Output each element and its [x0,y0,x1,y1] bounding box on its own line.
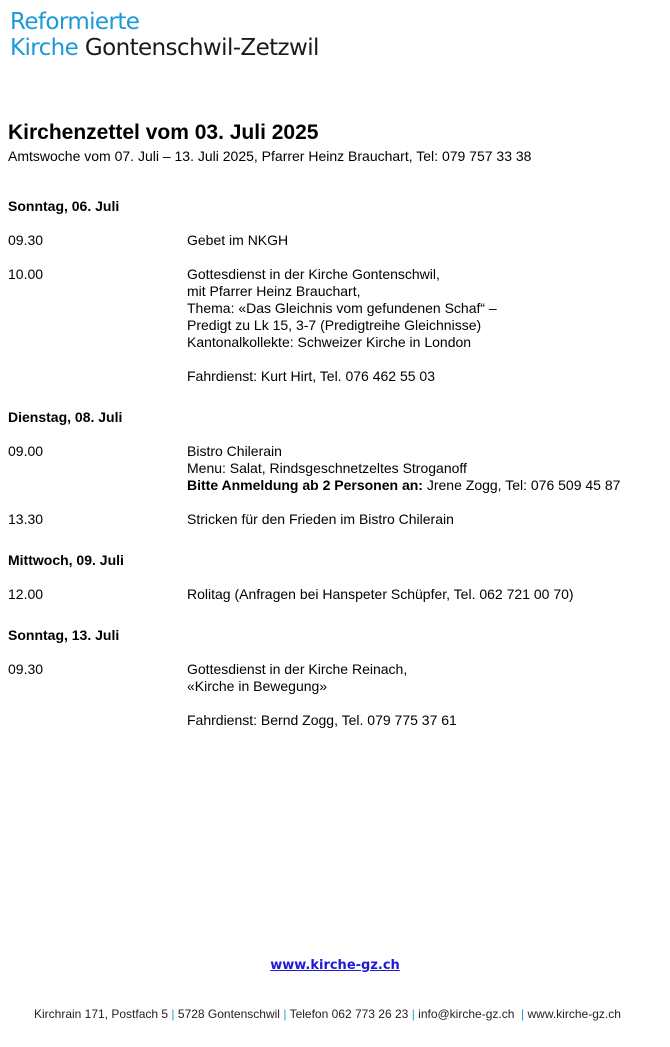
event-description [187,266,658,385]
event-line: Stricken für den Frieden im Bistro Chilerain [187,511,454,527]
event-description [187,443,658,494]
footer-address: Kirchrain 171, Postfach 5 [34,1007,169,1021]
event-line: Bistro Chilerain [187,443,282,459]
event-time: 09.00 [8,443,44,459]
schedule [8,198,658,746]
event-time: 09.30 [8,232,44,248]
website-link-container [0,958,670,973]
footer-separator: | [521,1007,525,1021]
event-line-bold: Bitte Anmeldung ab 2 Personen an: [187,477,423,493]
event-row [8,443,658,494]
website-link[interactable]: www.kirche-gz.ch [270,958,400,973]
event-description [187,661,658,729]
event-line: «Kirche in Bewegung» [187,678,328,694]
logo-line-2 [10,35,319,61]
day-heading: Sonntag, 13. Juli [8,627,120,643]
footer-phone: Telefon 062 773 26 23 [289,1007,409,1021]
event-line: Gottesdienst in der Kirche Gontenschwil, [187,266,440,282]
page-title: Kirchenzettel vom 03. Juli 2025 [8,121,319,144]
event-time: 09.30 [8,661,44,677]
event-line: Predigt zu Lk 15, 3-7 (Predigtreihe Gleichnisse) [187,317,482,333]
event-time: 13.30 [8,511,44,527]
event-line: mit Pfarrer Heinz Brauchart, [187,283,361,299]
event-line: Fahrdienst: Kurt Hirt, Tel. 076 462 55 03 [187,368,435,384]
logo-line-1: Reformierte [10,9,140,35]
footer-web[interactable]: www.kirche-gz.ch [527,1007,621,1021]
footer [34,1007,621,1022]
event-line-rest: Jrene Zogg, Tel: 076 509 45 87 [422,477,621,493]
footer-separator: | [283,1007,287,1021]
event-time: 10.00 [8,266,44,282]
footer-city: 5728 Gontenschwil [177,1007,280,1021]
church-logo [10,9,319,61]
event-row [8,661,658,729]
event-line: Gottesdienst in der Kirche Reinach, [187,661,408,677]
event-line: Kantonalkollekte: Schweizer Kirche in London [187,334,472,350]
logo-accent: Kirche [10,35,79,61]
event-line: Rolitag (Anfragen bei Hanspeter Schüpfer, Tel. 062 721 00 70) [187,586,574,602]
footer-email[interactable]: info@kirche-gz.ch [418,1007,515,1021]
footer-separator: | [411,1007,415,1021]
event-line [187,477,658,494]
event-row [8,232,658,249]
event-row [8,266,658,385]
event-line: Menu: Salat, Rindsgeschnetzeltes Stroganoff [187,460,467,476]
event-description [187,232,658,249]
event-description [187,586,658,603]
page-subtitle: Amtswoche vom 07. Juli – 13. Juli 2025, Pfarrer Heinz Brauchart, Tel: 079 757 33 38 [8,148,532,164]
event-line: Thema: «Das Gleichnis vom gefundenen Schaf“ – [187,300,497,316]
event-time: 12.00 [8,586,44,602]
event-row [8,586,658,603]
logo-rest: Gontenschwil-Zetzwil [78,35,319,61]
event-row [8,511,658,528]
footer-separator: | [171,1007,175,1021]
event-description [187,511,658,528]
day-heading: Sonntag, 06. Juli [8,198,120,214]
event-line: Gebet im NKGH [187,232,289,248]
day-heading: Dienstag, 08. Juli [8,409,123,425]
day-heading: Mittwoch, 09. Juli [8,552,124,568]
event-line: Fahrdienst: Bernd Zogg, Tel. 079 775 37 61 [187,712,457,728]
